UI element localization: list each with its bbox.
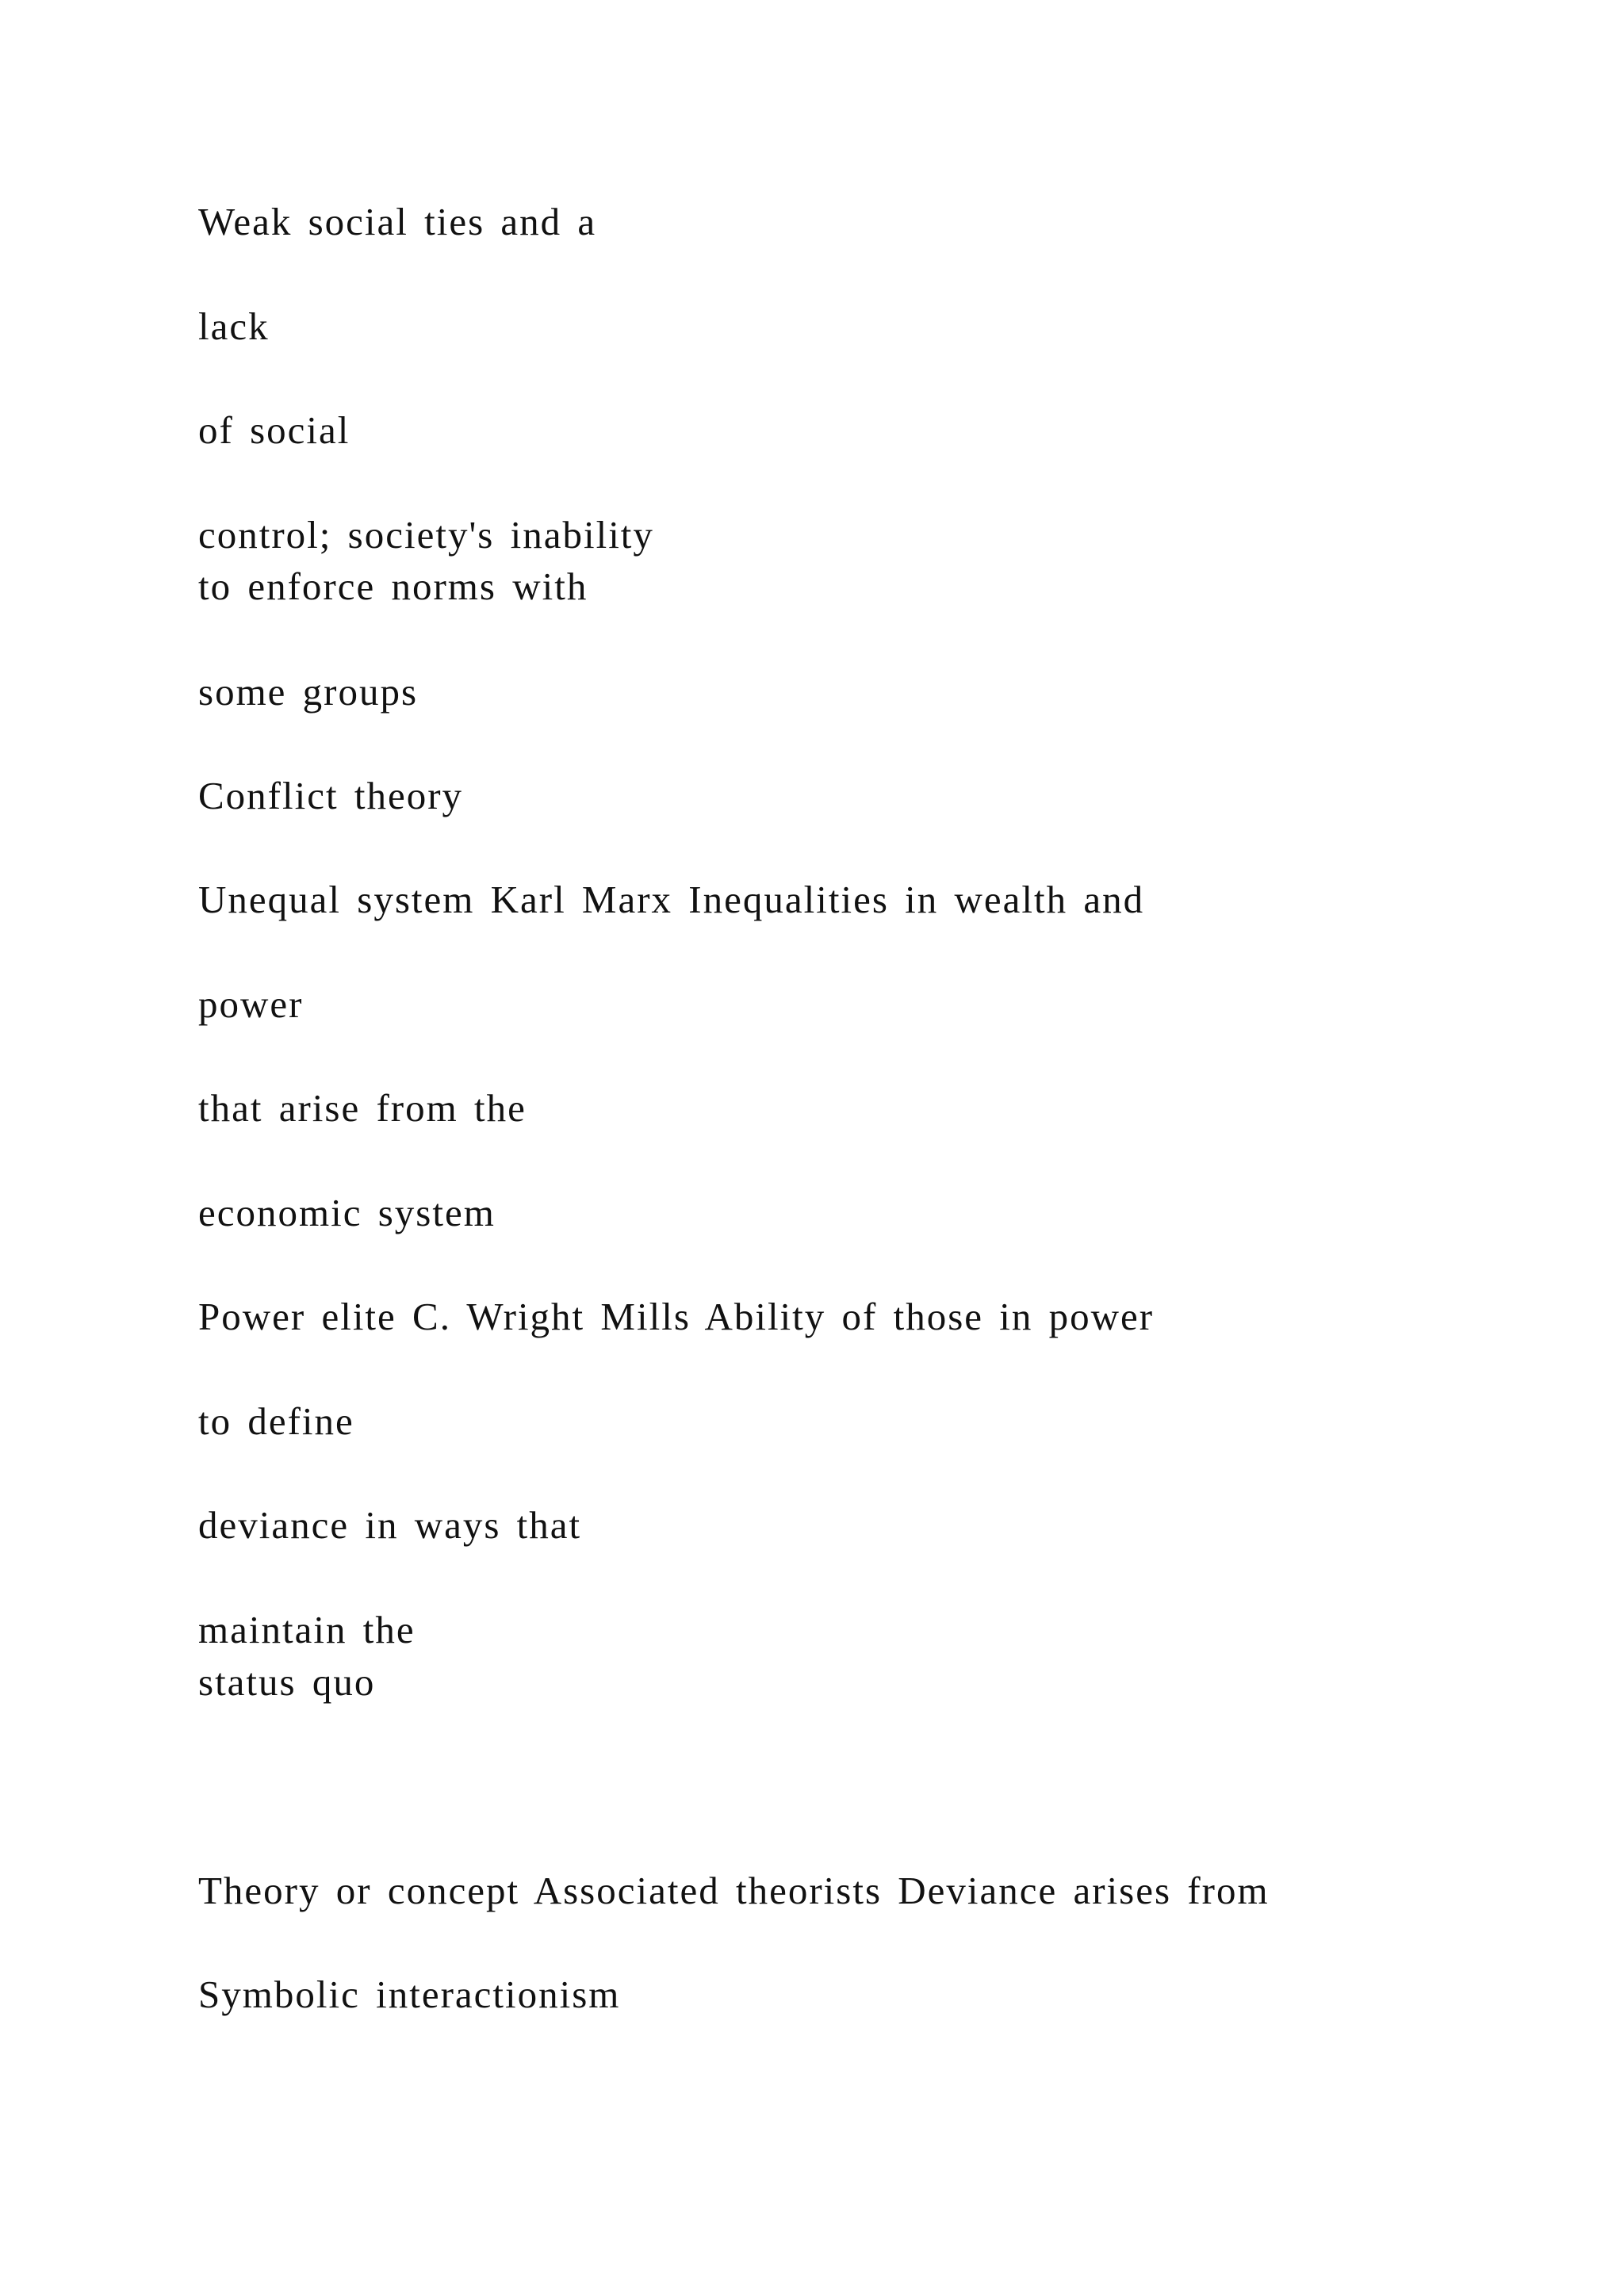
section-heading: Conflict theory: [198, 774, 464, 817]
text-line: to enforce norms with: [198, 564, 588, 608]
table-header-line: Theory or concept Associated theorists Deviance arises from: [198, 1869, 1270, 1912]
text-line: economic system: [198, 1191, 496, 1234]
text-line: Weak social ties and a: [198, 200, 597, 243]
text-line: deviance in ways that: [198, 1503, 582, 1547]
text-line: to define: [198, 1399, 354, 1443]
text-line: that arise from the: [198, 1086, 527, 1130]
text-line: status quo: [198, 1660, 376, 1704]
section-heading: Symbolic interactionism: [198, 1973, 621, 2016]
text-line: Unequal system Karl Marx Inequalities in wealth and: [198, 878, 1145, 921]
text-line: of social: [198, 408, 350, 452]
text-line: control; society's inability: [198, 513, 654, 557]
text-line: Power elite C. Wright Mills Ability of those in power: [198, 1295, 1155, 1338]
text-line: maintain the: [198, 1608, 416, 1651]
text-line: some groups: [198, 670, 419, 714]
text-line: power: [198, 982, 304, 1026]
text-line: lack: [198, 304, 270, 348]
